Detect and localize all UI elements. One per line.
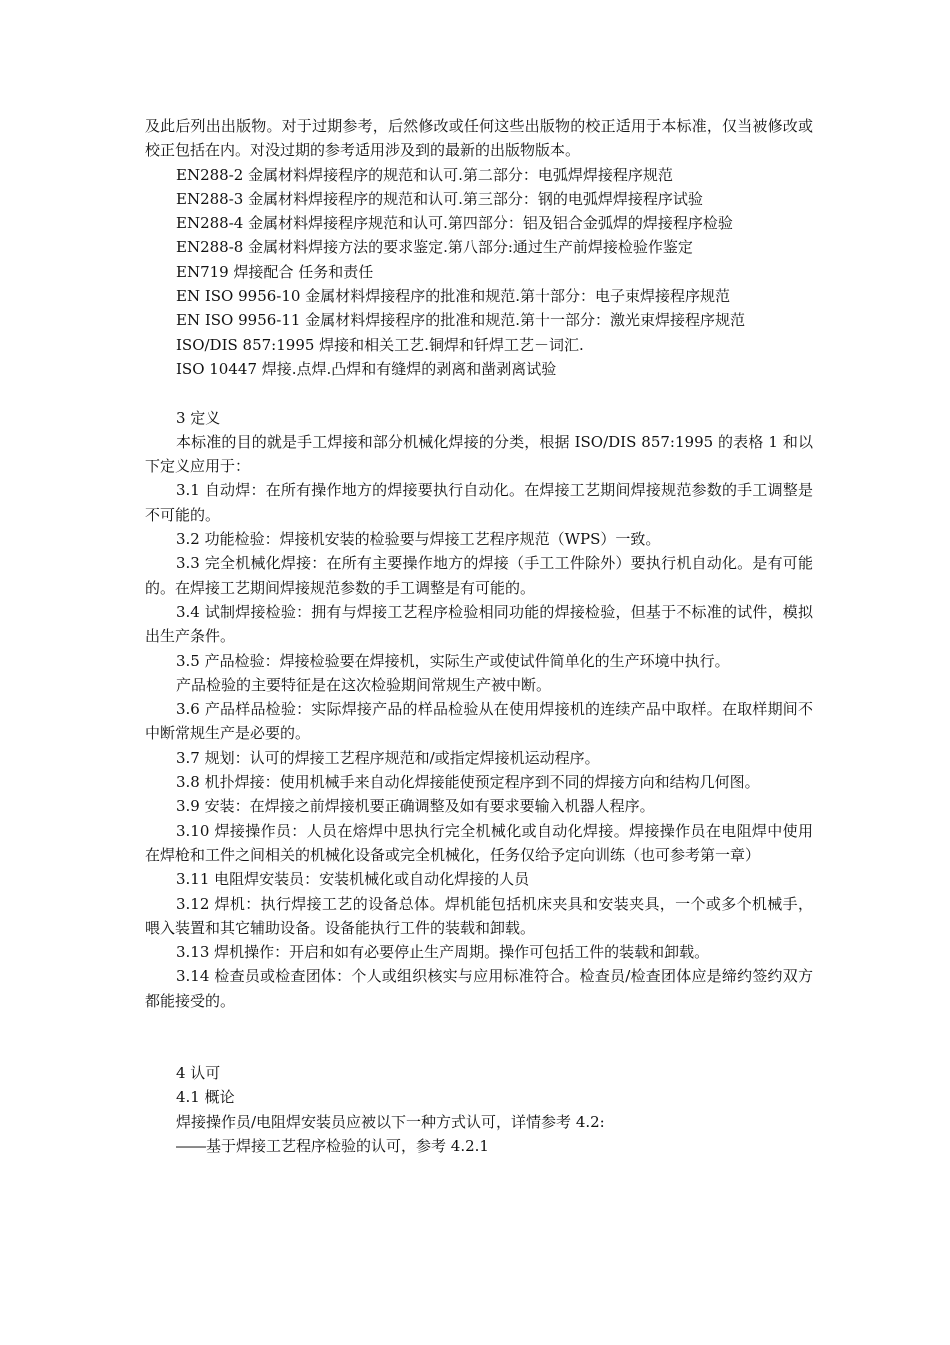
definition-item: 3.6 产品样品检验：实际焊接产品的样品检验从在使用焊接机的连续产品中取样。在取样期间不中断常规生产是必要的。	[145, 700, 813, 743]
definition-item: 3.3 完全机械化焊接：在所有主要操作地方的焊接（手工工件除外）要执行机自动化。是有可能的。在焊接工艺期间焊接规范参数的手工调整是有可能的。	[145, 554, 813, 597]
definition-item: 3.2 功能检验：焊接机安装的检验要与焊接工艺程序规范（WPS）一致。	[176, 530, 661, 549]
reference-item: EN288-2 金属材料焊接程序的规范和认可.第二部分：电弧焊焊接程序规范	[176, 165, 673, 184]
definition-item: 3.11 电阻焊安装员：安装机械化或自动化焊接的人员	[176, 870, 530, 889]
definition-item: 3.4 试制焊接检验：拥有与焊接工艺程序检验相同功能的焊接检验，但基于不标准的试件，模拟出生产条件。	[145, 602, 813, 646]
definition-item: 3.12 焊机：执行焊接工艺的设备总体。焊机能包括机床夹具和安装夹具，一个或多个机械手，喂入装置和其它辅助设备。设备能执行工件的装载和卸载。	[145, 894, 813, 937]
definition-item: 3.7 规划：认可的焊接工艺程序规范和/或指定焊接机运动程序。	[176, 748, 600, 767]
reference-list	[145, 163, 813, 382]
reference-item: ISO/DIS 857:1995 焊接和相关工艺.铜焊和钎焊工艺－词汇.	[176, 335, 584, 354]
definition-item: 3.13 焊机操作：开启和如有必要停止生产周期。操作可包括工件的装载和卸载。	[176, 943, 710, 962]
section-3-intro: 本标准的目的就是手工焊接和部分机械化焊接的分类，根据 ISO/DIS 857:1995 的表格 1 和以下定义应用于：	[145, 432, 813, 476]
definition-item: 3.8 机扑焊接：使用机械手来自动化焊接能使预定程序到不同的焊接方向和结构几何图。	[176, 773, 760, 792]
definition-item: 3.9 安装：在焊接之前焊接机要正确调整及如有要求要输入机器人程序。	[176, 797, 655, 816]
reference-item: ISO 10447 焊接.点焊.凸焊和有缝焊的剥离和凿剥离试验	[176, 359, 557, 378]
section-3-heading: 3 定义	[176, 408, 221, 427]
reference-item: EN719 焊接配合 任务和责任	[176, 262, 374, 281]
section-4-list-item: ――基于焊接工艺程序检验的认可，参考 4.2.1	[176, 1136, 489, 1155]
definition-item: 产品检验的主要特征是在这次检验期间常规生产被中断。	[176, 675, 552, 694]
reference-item: EN288-8 金属材料焊接方法的要求鉴定.第八部分:通过生产前焊接检验作鉴定	[176, 238, 693, 257]
reference-item: EN ISO 9956-11 金属材料焊接程序的批准和规范.第十一部分：激光束焊接程序规范	[176, 311, 745, 330]
definition-item: 3.14 检查员或检查团体：个人或组织核实与应用标准符合。检查员/检查团体应是缔约签约双方都能接受的。	[145, 967, 813, 1010]
reference-item: EN288-3 金属材料焊接程序的规范和认可.第三部分：钢的电弧焊焊接程序试验	[176, 189, 703, 208]
section-4-1-heading: 4.1 概论	[176, 1088, 235, 1107]
definition-item: 3.5 产品检验：焊接检验要在焊接机，实际生产或使试件简单化的生产环境中执行。	[176, 651, 730, 670]
section-4-paragraph: 焊接操作员/电阻焊安装员应被以下一种方式认可，详情参考 4.2:	[176, 1112, 605, 1131]
definition-item: 3.1 自动焊：在所有操作地方的焊接要执行自动化。在焊接工艺期间焊接规范参数的手工调整是不可能的。	[145, 481, 813, 524]
document-body	[145, 114, 813, 1158]
reference-item: EN ISO 9956-10 金属材料焊接程序的批准和规范.第十部分：电子束焊接程序规范	[176, 287, 730, 306]
reference-item: EN288-4 金属材料焊接程序规范和认可.第四部分：铝及铝合金弧焊的焊接程序检验	[176, 214, 733, 233]
intro-paragraph: 及此后列出出版物。对于过期参考，后然修改或任何这些出版物的校正适用于本标准，仅当被修改或校正包括在内。对没过期的参考适用涉及到的最新的出版物版本。	[145, 117, 813, 160]
definition-item: 3.10 焊接操作员：人员在熔焊中思执行完全机械化或自动化焊接。焊接操作员在电阻焊中使用在焊枪和工件之间相关的机械化设备或完全机械化，任务仅给予定向训练（也可参考第一章）	[145, 821, 813, 864]
definition-list	[145, 478, 813, 1013]
section-4-heading: 4 认可	[176, 1063, 221, 1082]
